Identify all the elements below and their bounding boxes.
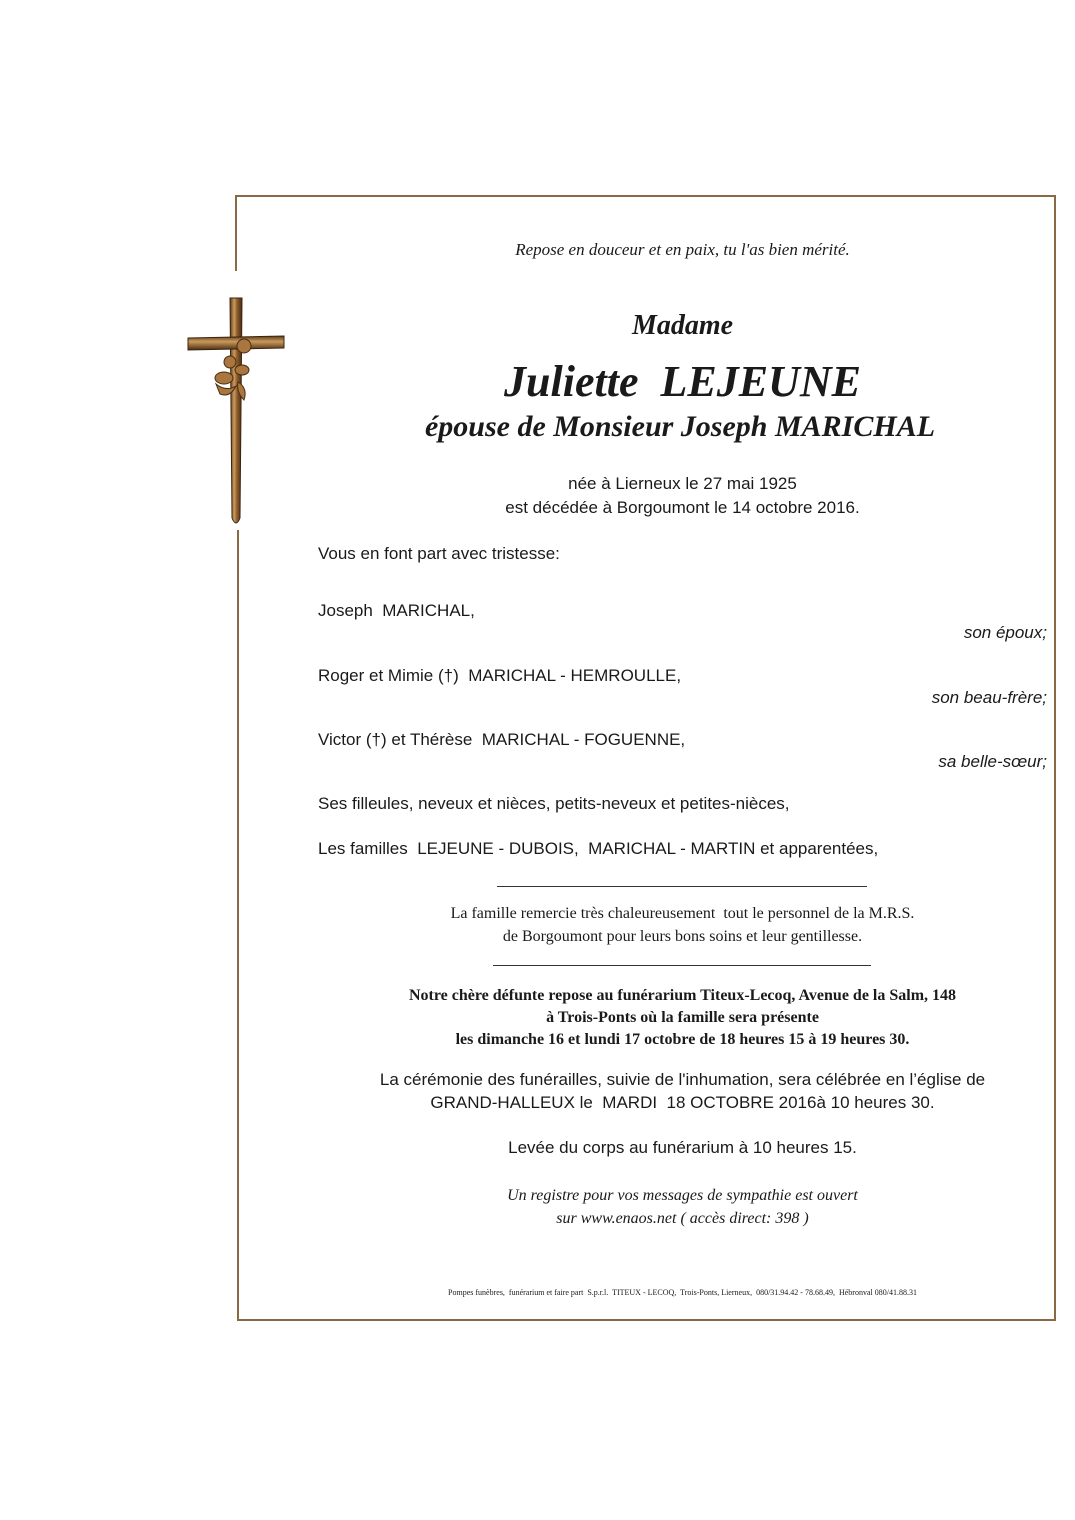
family-member-relation: son beau-frère; bbox=[931, 688, 1047, 707]
visitation-line: Notre chère défunte repose au funérarium Titeux-Lecoq, Avenue de la Salm, 148 bbox=[408, 987, 957, 1004]
ceremony-line: GRAND-HALLEUX le MARDI 18 OCTOBRE 2016à 10 heures 30. bbox=[430, 1093, 935, 1112]
crucifix-with-roses-icon bbox=[186, 296, 286, 528]
title-madame: Madame bbox=[631, 310, 734, 341]
deceased-name: Juliette LEJEUNE bbox=[504, 357, 861, 406]
frame-border-right bbox=[1054, 195, 1056, 1320]
families-line: Les familles LEJEUNE - DUBOIS, MARICHAL - MARTIN et apparentées, bbox=[318, 839, 879, 858]
divider-line bbox=[493, 965, 871, 966]
birth-line: née à Lierneux le 27 mai 1925 bbox=[568, 474, 797, 493]
frame-border-top bbox=[235, 195, 1056, 197]
visitation-block bbox=[340, 985, 1025, 1051]
register-block bbox=[420, 1184, 945, 1230]
family-member-name: Joseph MARICHAL, bbox=[318, 601, 475, 620]
family-member-name: Roger et Mimie (†) MARICHAL - HEMROULLE, bbox=[318, 666, 682, 685]
ceremony-block bbox=[330, 1068, 1035, 1114]
visitation-line: les dimanche 16 et lundi 17 octobre de 18 heures 15 à 19 heures 30. bbox=[455, 1031, 910, 1048]
levee-line: Levée du corps au funérarium à 10 heures 15. bbox=[508, 1138, 857, 1157]
announcement-intro: Vous en font part avec tristesse: bbox=[318, 544, 560, 563]
frame-border-bottom bbox=[237, 1319, 1056, 1321]
thanks-line: de Borgoumont pour leurs bons soins et leur gentillesse. bbox=[502, 928, 863, 945]
frame-border-left-lower bbox=[237, 530, 239, 1320]
spouse-line: épouse de Monsieur Joseph MARICHAL bbox=[424, 410, 936, 443]
godchildren-line: Ses filleules, neveux et nièces, petits-neveux et petites-nièces, bbox=[318, 794, 790, 813]
register-line: sur www.enaos.net ( accès direct: 398 ) bbox=[556, 1210, 809, 1227]
death-line: est décédée à Borgoumont le 14 octobre 2016. bbox=[505, 498, 860, 517]
thanks-line: La famille remercie très chaleureusement tout le personnel de la M.R.S. bbox=[450, 905, 915, 922]
birth-death-block bbox=[440, 472, 925, 520]
family-member-name: Victor (†) et Thérèse MARICHAL - FOGUENNE, bbox=[318, 730, 686, 749]
family-member-relation: sa belle-sœur; bbox=[938, 752, 1047, 771]
family-member-relation: son époux; bbox=[963, 623, 1047, 642]
motto: Repose en douceur et en paix, tu l'as bien mérité. bbox=[515, 240, 850, 259]
footer-funeral-home: Pompes funèbres, funérarium et faire part S.p.r.l. TITEUX - LECOQ, Trois-Ponts, Lierneux, 080/31.94.42 - 78.68.49, Hébronval 080/41.88.31 bbox=[448, 1288, 917, 1297]
visitation-line: à Trois-Ponts où la famille sera présente bbox=[546, 1009, 819, 1026]
thanks-block bbox=[400, 902, 965, 948]
divider-line bbox=[497, 886, 867, 887]
register-line: Un registre pour vos messages de sympathie est ouvert bbox=[507, 1187, 858, 1204]
frame-border-left-upper bbox=[235, 195, 237, 271]
ceremony-line: La cérémonie des funérailles, suivie de l'inhumation, sera célébrée en l’église de bbox=[379, 1070, 986, 1089]
